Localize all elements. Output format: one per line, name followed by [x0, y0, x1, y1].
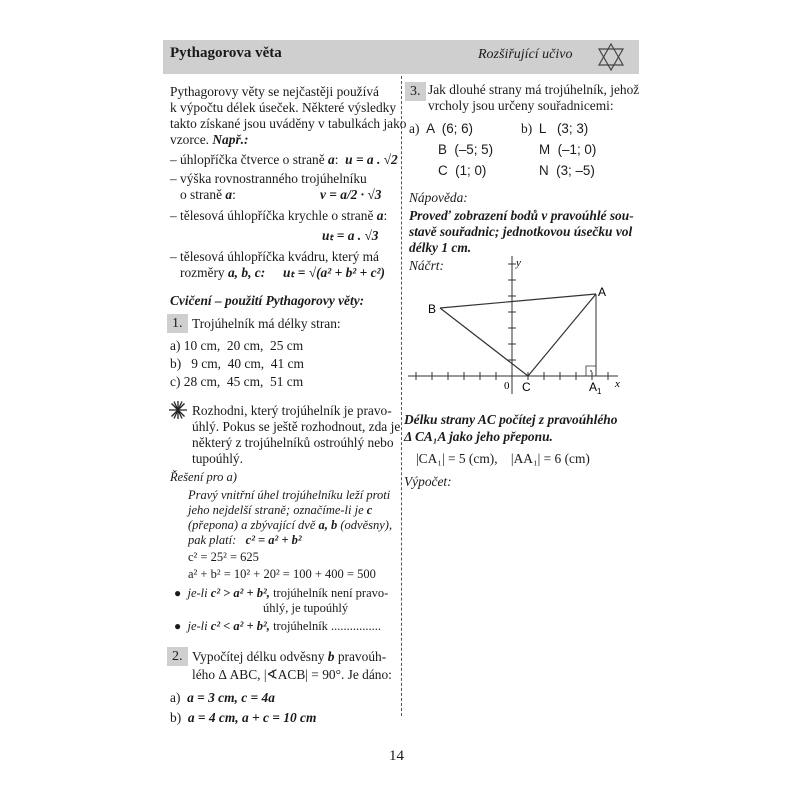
challenge-star-icon	[168, 400, 188, 420]
formula-4-text-2: rozměry	[180, 265, 225, 280]
coord-a3: C (1; 0)	[438, 163, 487, 178]
challenge-line-3: některý z trojúhelníků ostroúhlý nebo	[192, 435, 394, 450]
challenge-line-1: Rozhodni, který trojúhelník je pravo-	[192, 403, 392, 418]
intro-line-1: Pythagorovy věty se nejčastěji používá	[170, 84, 379, 99]
right-angle-dot	[590, 370, 592, 372]
formula-2: v = a/2 · √3	[320, 187, 382, 202]
vertex-a-label: A	[598, 285, 607, 299]
equation-2: c² = 25² = 625	[188, 550, 259, 564]
calculation-label: Výpočet:	[404, 474, 452, 489]
formula-4-text-1: – tělesová úhlopříčka kvádru, který má	[170, 249, 379, 264]
formula-3-text: – tělesová úhlopříčka krychle o straně	[170, 208, 374, 223]
coord-b2: M (–1; 0)	[539, 142, 597, 157]
exercise-3-line-1: Jak dlouhé strany má trojúhelník, jehož	[428, 82, 640, 97]
ex1-option-c: 28 cm, 45 cm, 51 cm	[183, 374, 304, 389]
bullet-1-a: je-li	[187, 586, 208, 600]
exercise-3-number: 3.	[405, 82, 426, 101]
exercise-3-line-2: vrcholy jsou určeny souřadnicemi:	[428, 98, 614, 113]
vertex-c-label: C	[522, 380, 531, 394]
after-graph-line-2: Δ CA₁A jako jeho přeponu.	[404, 429, 553, 444]
formula-1: u = a . √2	[345, 152, 398, 167]
section-subtitle: Rozšiřující učivo	[478, 47, 573, 62]
page-number: 14	[389, 748, 404, 764]
x-axis-label: x	[615, 378, 620, 390]
given-lengths: |CA₁| = 5 (cm), |AA₁| = 6 (cm)	[416, 451, 590, 466]
solution-c: c	[366, 503, 373, 517]
ex2-option-b-label: b)	[170, 710, 182, 725]
hint-line-2: stavě souřadnic; jednotkovou úsečku vol	[409, 224, 633, 239]
hint-label: Nápověda:	[409, 190, 468, 205]
formula-4-vars: a, b, c:	[227, 265, 266, 280]
intro-example-label: Např.:	[212, 132, 249, 147]
exercise-2-line-1: Vypočítej délku odvěsny	[192, 649, 325, 664]
formula-1-text: – úhlopříčka čtverce o straně	[170, 152, 325, 167]
coord-a1: A (6; 6)	[426, 121, 473, 136]
hint-line-1: Proveď zobrazení bodů v pravoúhlé sou-	[409, 208, 634, 223]
origin-label: 0	[504, 380, 510, 392]
coordinate-sketch	[400, 250, 640, 400]
bullet-1-c: trojúhelník není pravo-	[273, 586, 389, 600]
side-ab	[440, 294, 596, 308]
solution-label: Řešení pro a)	[170, 470, 237, 484]
challenge-line-4: tupoúhlý.	[192, 451, 243, 466]
coords-b-label: b)	[521, 121, 533, 136]
ex2-option-b: a = 4 cm, a + c = 10 cm	[187, 710, 317, 725]
hint-line-3: délky 1 cm.	[409, 240, 472, 255]
side-ca	[528, 294, 596, 376]
ex1-option-a: 10 cm, 20 cm, 25 cm	[183, 338, 304, 353]
coord-b1: L (3; 3)	[538, 121, 589, 136]
ex2-option-a-label: a)	[170, 690, 181, 705]
bullet-1-icon: ●	[174, 586, 182, 600]
side-bc	[440, 308, 528, 376]
ex1-option-b-label: b)	[170, 356, 182, 371]
formula-3: uₜ = a . √3	[322, 228, 379, 243]
equation-1: c² = a² + b²	[245, 533, 302, 547]
bullet-1-b: c² > a² + b²,	[210, 586, 270, 600]
intro-line-2: k výpočtu délek úseček. Některé výsledky	[170, 100, 397, 115]
sketch-label: Náčrt:	[409, 258, 444, 273]
coord-b3: N (3; –5)	[539, 163, 595, 178]
vertex-b-label: B	[428, 302, 437, 316]
exercise-1-number: 1.	[167, 314, 188, 333]
exercise-1-prompt: Trojúhelník má délky stran:	[192, 316, 341, 331]
section-title: Pythagorova věta	[170, 45, 282, 61]
vertex-a1-label	[589, 380, 602, 396]
bullet-2-c: trojúhelník ................	[273, 619, 382, 633]
bullet-2-icon: ●	[174, 619, 182, 633]
formula-2-text-1: – výška rovnostranného trojúhelníku	[170, 171, 367, 186]
exercise-2-var: b	[327, 649, 335, 664]
exercise-2-line-1-end: pravoúh-	[337, 649, 387, 664]
solution-line-3: (přepona) a zbývající dvě	[188, 518, 316, 532]
vertex-a1-sub: 1	[597, 387, 602, 396]
exercise-2-number: 2.	[167, 647, 188, 666]
solution-line-2: jeho nejdelší straně; označíme-li je	[188, 503, 364, 517]
exercise-section-title: Cvičení – použití Pythagorovy věty:	[170, 293, 365, 308]
ex1-option-a-label: a)	[170, 338, 181, 353]
coord-a2: B (–5; 5)	[438, 142, 494, 157]
equation-3: a² + b² = 10² + 20² = 100 + 400 = 500	[188, 567, 376, 581]
y-axis-label: y	[516, 257, 521, 269]
solution-ab: a, b	[318, 518, 338, 532]
solution-odvesny: (odvěsny),	[340, 518, 393, 532]
bullet-2-b: c² < a² + b²,	[210, 619, 270, 633]
vertex-a1-letter: A	[589, 380, 598, 394]
ex1-option-c-label: c)	[170, 374, 181, 389]
ex2-option-a: a = 3 cm, c = 4a	[187, 690, 275, 705]
formula-4: uₜ = √(a² + b² + c²)	[283, 265, 386, 280]
bullet-1-d: úhlý, je tupoúhlý	[263, 601, 349, 615]
coords-a-label: a)	[409, 121, 420, 136]
bullet-2-a: je-li	[187, 619, 208, 633]
after-graph-line-1: Délku strany AC počítej z pravoúhlého	[404, 412, 618, 427]
ex1-option-b: 9 cm, 40 cm, 41 cm	[184, 356, 304, 371]
challenge-line-2: úhlý. Pokus se ještě rozhodnout, zda je	[192, 419, 401, 434]
exercise-2-line-2: lého Δ ABC, |∢ACB| = 90°. Je dáno:	[192, 667, 392, 682]
intro-line-4: vzorce.	[170, 132, 210, 147]
intro-line-3: takto získané jsou uváděny v tabulkách jako	[170, 116, 407, 131]
star-of-david-icon	[596, 42, 626, 72]
solution-line-4: pak platí:	[188, 533, 237, 547]
solution-line-1: Pravý vnitřní úhel trojúhelníku leží proti	[188, 488, 391, 502]
formula-2-text-2: o straně	[180, 187, 223, 202]
